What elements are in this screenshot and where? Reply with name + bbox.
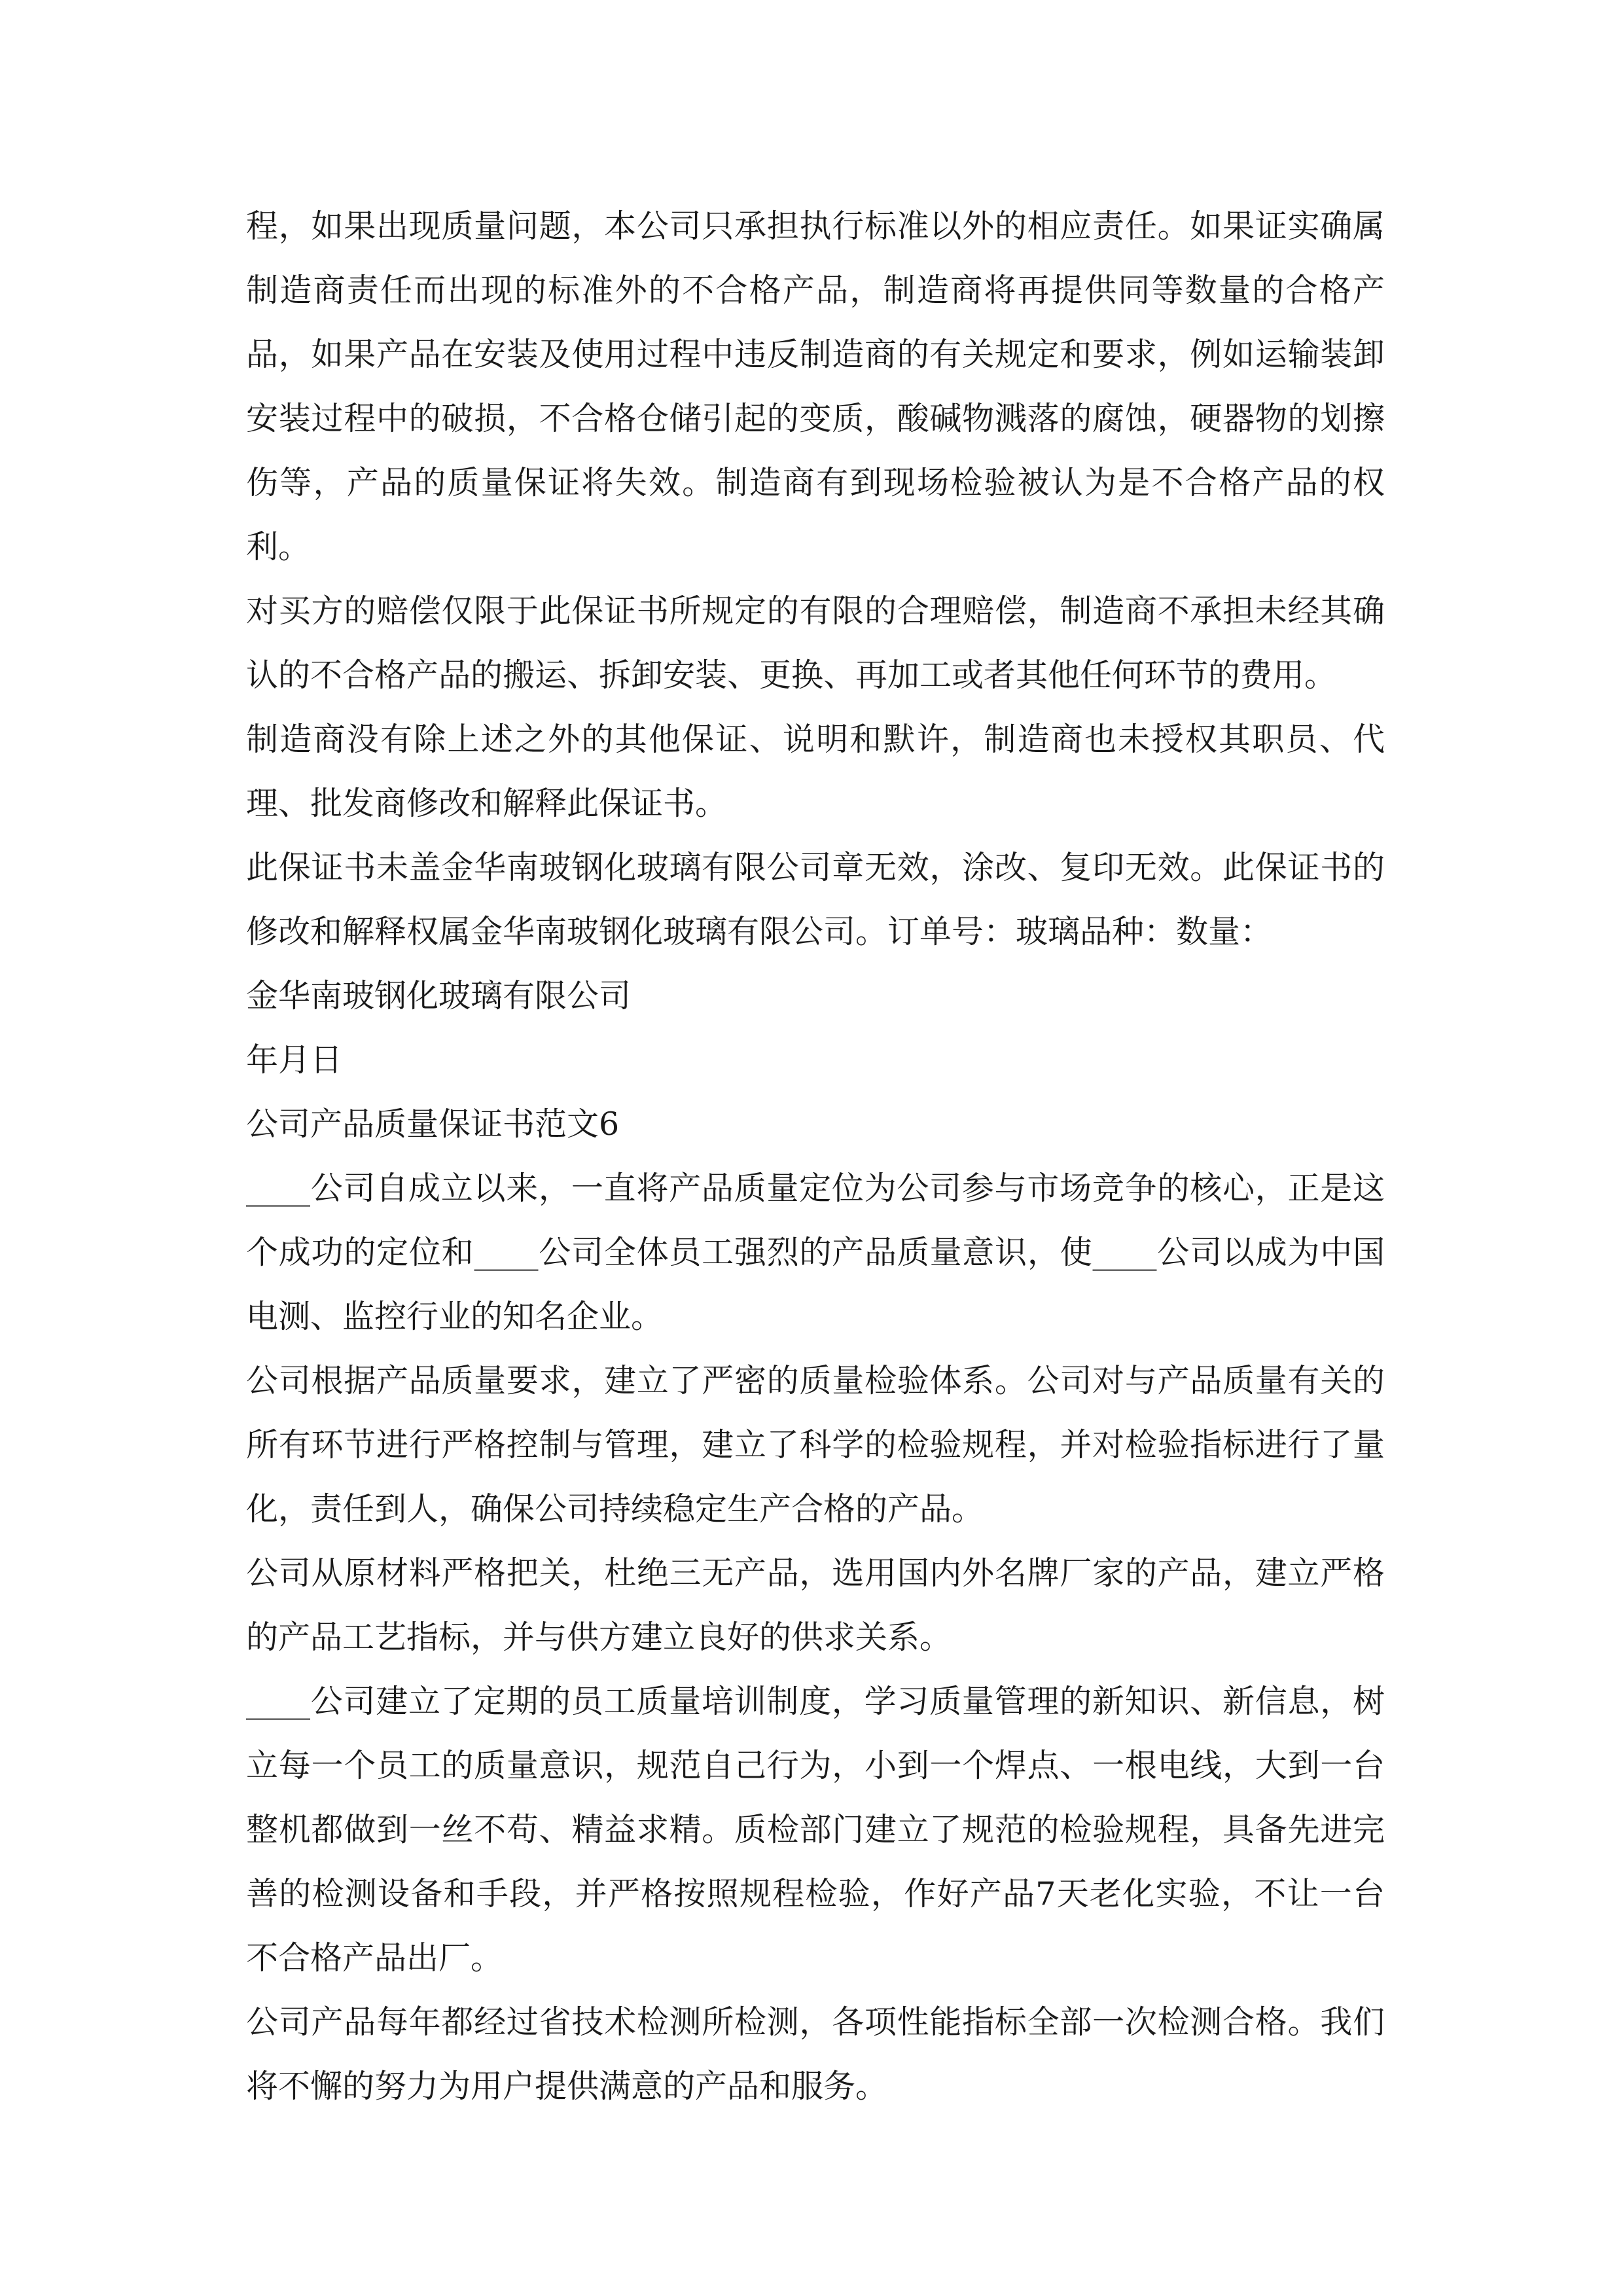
paragraph-annual-testing: 公司产品每年都经过省技术检测所检测，各项性能指标全部一次检测合格。我们将不懈的努力为用户提供满意的产品和服务。 <box>246 2003 1385 2105</box>
paragraph-company-intro: ____公司自成立以来，一直将产品质量定位为公司参与市场竞争的核心，正是这个成功的定位和____公司全体员工强烈的产品质量意识，使____公司以成为中国电测、监控行业的知名企业。 <box>246 1170 1385 1335</box>
company-signature: 金华南玻钢化玻璃有限公司 <box>246 977 632 1014</box>
paragraph-inspection-system: 公司根据产品质量要求，建立了严密的质量检验体系。公司对与产品质量有关的所有环节进行严格控制与管理，建立了科学的检验规程，并对检验指标进行了量化，责任到人，确保公司持续稳定生产合格的产品。 <box>246 1362 1385 1528</box>
paragraph-staff-training: ____公司建立了定期的员工质量培训制度，学习质量管理的新知识、新信息，树立每一个员工的质量意识，规范自己行为，小到一个焊点、一根电线，大到一台整机都做到一丝不苟、精益求精。质检部门建立了规范的检验规程，具备先进完善的检测设备和手段，并严格按照规程检验，作好产品7天老化实验，不让一台不合格产品出厂。 <box>246 1683 1385 1977</box>
paragraph-no-other-warranty: 制造商没有除上述之外的其他保证、说明和默许，制造商也未授权其职员、代理、批发商修改和解释此保证书。 <box>246 721 1385 822</box>
paragraph-compensation-limit: 对买方的赔偿仅限于此保证书所规定的有限的合理赔偿，制造商不承担未经其确认的不合格产品的搬运、拆卸安装、更换、再加工或者其他任何环节的费用。 <box>246 592 1385 694</box>
date-line: 年月日 <box>246 1041 343 1079</box>
paragraph-quality-liability: 程，如果出现质量问题，本公司只承担执行标准以外的相应责任。如果证实确属制造商责任而出现的标准外的不合格产品，制造商将再提供同等数量的合格产品，如果产品在安装及使用过程中违反制造商的有关规定和要求，例如运输装卸安装过程中的破损，不合格仓储引起的变质，酸碱物溅落的腐蚀，硬器物的划擦伤等，产品的质量保证将失效。制造商有到现场检验被认为是不合格产品的权利。 <box>246 207 1385 565</box>
document-body <box>246 194 1385 2119</box>
paragraph-seal-validity: 此保证书未盖金华南玻钢化玻璃有限公司章无效，涂改、复印无效。此保证书的修改和解释权属金华南玻钢化玻璃有限公司。订单号：玻璃品种：数量： <box>246 849 1385 950</box>
section-title: 公司产品质量保证书范文6 <box>246 1105 620 1143</box>
paragraph-raw-materials: 公司从原材料严格把关，杜绝三无产品，选用国内外名牌厂家的产品，建立严格的产品工艺指标，并与供方建立良好的供求关系。 <box>246 1554 1385 1656</box>
